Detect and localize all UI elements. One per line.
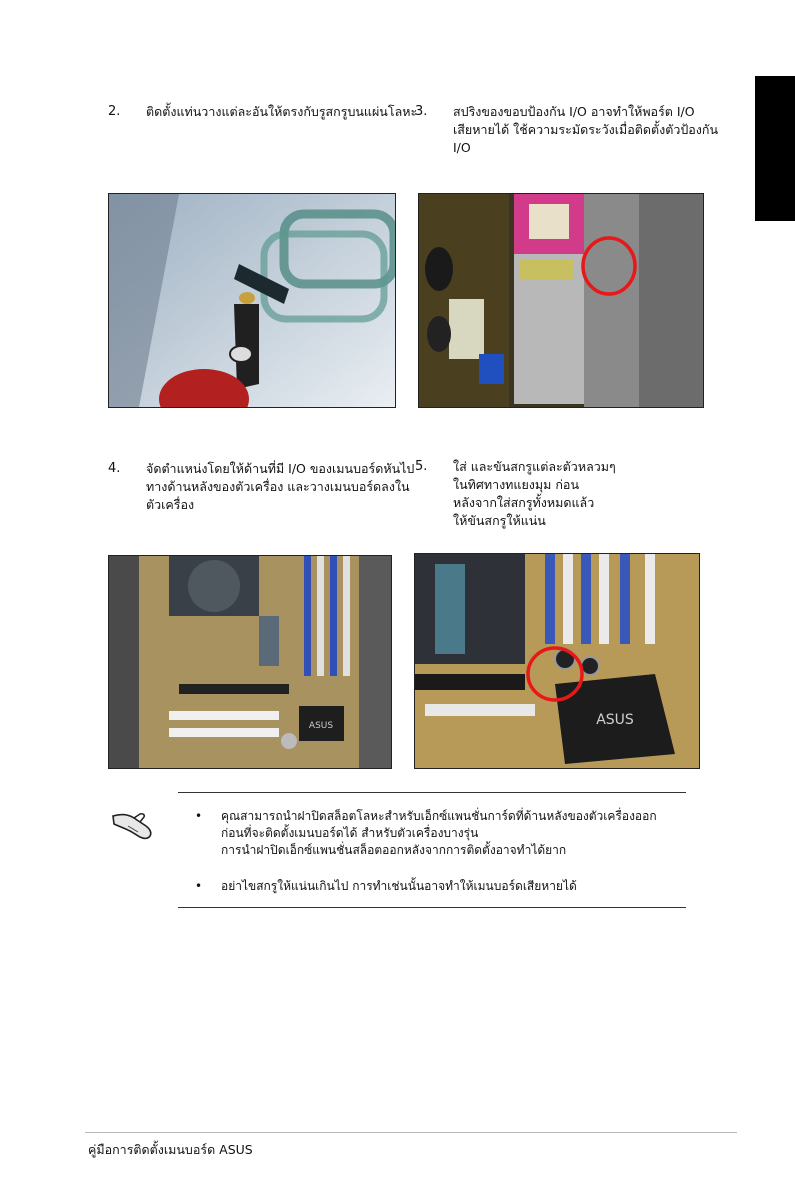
footer-title: คู่มือการติดตั้งเมนบอร์ด ASUS	[88, 1142, 253, 1157]
step-text-line: ใส่ และขันสกรูแต่ละตัวหลวมๆ	[453, 459, 616, 474]
step-text-line: ติดตั้งแท่นวางแต่ละอันให้ตรงกับรูสกรูบนแผ่นโลหะ	[146, 104, 418, 119]
step-text-line: ในทิศทางทแยงมุม ก่อน	[453, 477, 579, 492]
step-number: 3.	[415, 104, 428, 119]
step-number: 2.	[108, 104, 121, 119]
step-text-line: เสียหายได้ ใช้ความระมัดระวังเมื่อติดตั้งตัวป้องกัน	[453, 122, 719, 137]
note-bottom-rule	[178, 907, 686, 908]
bullet: •	[195, 809, 203, 823]
step-text-line: จัดตำแหน่งโดยให้ด้านที่มี I/O ของเมนบอร์ดหันไป	[146, 461, 415, 476]
step-text-line: I/O	[453, 140, 471, 155]
step-text-line: สปริงของขอบป้องกัน I/O อาจทำให้พอร์ต I/O	[453, 104, 695, 119]
note-text-line: อย่าไขสกรูให้แน่นเกินไป การทำเช่นนั้นอาจทำให้เมนบอร์ดเสียหายได้	[221, 879, 577, 893]
step-number: 5.	[415, 459, 428, 474]
step-text-line: ตัวเครื่อง	[146, 497, 195, 512]
photo-standoff-install	[108, 193, 396, 408]
hand-pointer-icon	[110, 808, 156, 848]
bullet: •	[195, 879, 203, 893]
photo-io-shield	[418, 193, 704, 408]
step-text-line: ทางด้านหลังของตัวเครื่อง และวางเมนบอร์ดลงใน	[146, 479, 410, 494]
note-text-line: การนำฝาปิดเอ็กซ์แพนชั่นสล็อตออกหลังจากการติดตั้งอาจทำได้ยาก	[221, 843, 567, 857]
note-top-rule	[178, 792, 686, 793]
photo-screw-install	[414, 553, 700, 769]
note-text-line: ก่อนที่จะติดตั้งเมนบอร์ดได้ สำหรับตัวเครื่องบางรุ่น	[221, 826, 479, 840]
photo-motherboard-in-chassis	[108, 555, 392, 769]
step-text-line: ให้ขันสกรูให้แน่น	[453, 513, 546, 528]
chipset-logo: ASUS	[596, 712, 634, 728]
step-text-line: หลังจากใส่สกรูทั้งหมดแล้ว	[453, 495, 595, 510]
footer-rule	[85, 1132, 737, 1133]
note-text-line: คุณสามารถนำฝาปิดสล็อตโลหะสำหรับเอ็กซ์แพนชั่นการ์ดที่ด้านหลังของตัวเครื่องออก	[221, 809, 657, 823]
step-number: 4.	[108, 461, 121, 476]
heatsink-logo: ASUS	[308, 721, 334, 731]
language-tab	[755, 76, 795, 221]
